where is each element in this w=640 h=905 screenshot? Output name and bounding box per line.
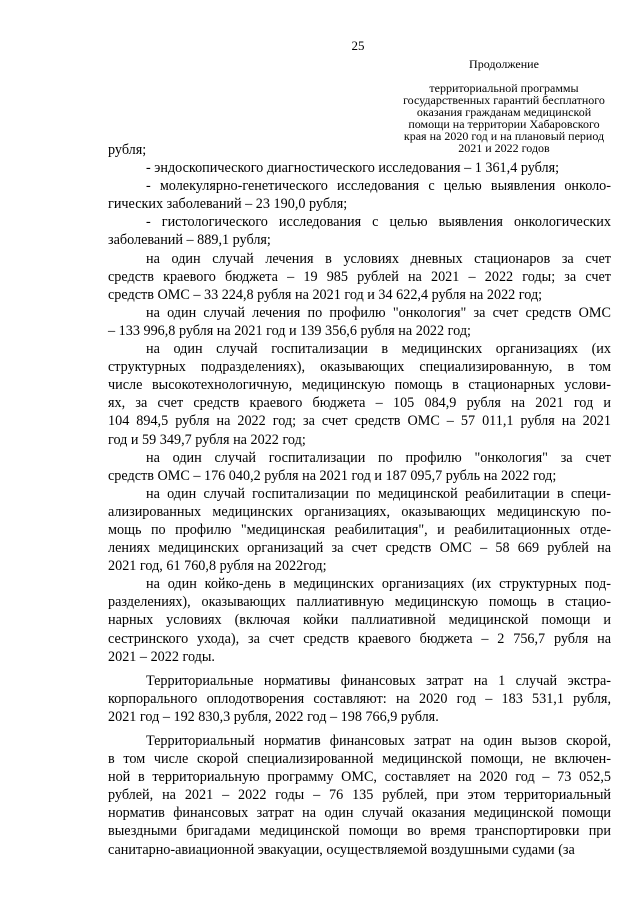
paragraph (108, 141, 611, 159)
text-line: числе высокотехнологичную, медицинскую помощь в стационарных услови- (108, 377, 611, 394)
text-line: мощь по профилю "медицинская реабилитация", и реабилитационных отде- (108, 521, 611, 538)
text-line: средств ОМС – 33 224,8 рубля на 2021 год и 34 622,4 рубля на 2022 год; (108, 286, 543, 303)
text-line: на один случай госпитализации в медицинских организациях (их (146, 341, 611, 358)
text-line: - эндоскопического диагностического исследования – 1 361,4 рубля; (146, 160, 560, 177)
text-line: 2021 год – 192 830,3 рубля, 2022 год – 198 766,9 рубля. (108, 708, 439, 725)
text-line: разделениях), оказывающих паллиативную медицинскую помощь в стацио- (108, 594, 611, 611)
continuation-line: государственных гарантий бесплатного (403, 93, 605, 107)
paragraph (108, 159, 611, 177)
continuation-line: края на 2020 год и на плановый период (403, 129, 605, 143)
text-line: рубля; (108, 142, 147, 158)
text-line: - молекулярно-генетического исследования с целью выявления онколо- (146, 178, 611, 195)
text-line: заболеваний – 889,1 рубля; (108, 232, 271, 249)
text-line: в том числе скорой специализированной медицинской помощи, не включен- (108, 751, 611, 768)
text-line: санитарно-авиационной эвакуации, осуществляемой воздушными судами (за (108, 841, 575, 858)
text-line: средств ОМС – 176 040,2 рубля на 2021 год и 187 095,7 рубль на 2022 год; (108, 467, 557, 484)
text-line: нарных условиях (включая койки паллиативной медицинской помощи и (108, 612, 611, 629)
text-line: ной в территориальную программу ОМС, составляет на 2020 год – 73 052,5 (108, 769, 611, 786)
text-line: норматив финансовых затрат на один случай оказания медицинской помощи (108, 805, 611, 822)
text-line: на один койко-день в медицинских организациях (их структурных под- (146, 576, 611, 593)
text-line: на один случай госпитализации по профилю "онкология" за счет (146, 449, 611, 466)
text-line: Территориальные нормативы финансовых затрат на 1 случай экстра- (146, 672, 611, 689)
text-line: рублей, на 2021 – 2022 годы – 76 135 рублей, при этом территориальный (108, 787, 611, 804)
text-line: 2021 – 2022 годы. (108, 648, 215, 665)
paragraph (108, 732, 611, 859)
text-line: средств краевого бюджета – 19 985 рублей на 2021 – 2022 годы; за счет (108, 268, 611, 285)
text-line: структурных подразделениях), оказывающих специализированную, в том (108, 359, 611, 376)
continuation-line: территориальной программы (429, 81, 579, 95)
paragraph (108, 304, 611, 340)
text-line: ях, за счет средств краевого бюджета – 105 084,9 рубля на 2021 год и (108, 395, 611, 412)
paragraph (108, 177, 611, 213)
text-line: на один случай лечения в условиях дневных стационаров за счет (146, 250, 611, 267)
text-line: - гистологического исследования с целью выявления онкологических (146, 214, 611, 231)
paragraph (108, 575, 611, 665)
text-line: 2021 год, 61 760,8 рубля на 2022год; (108, 558, 327, 575)
paragraph (108, 449, 611, 485)
text-line: выездными бригадами медицинской помощи во время транспортировки при (108, 823, 611, 840)
text-line: на один случай лечения по профилю "онкология" за счет средств ОМС (146, 304, 611, 321)
paragraph (108, 672, 611, 726)
continuation-line: помощи на территории Хабаровского (408, 117, 600, 131)
text-line: 104 894,5 рубля на 2022 год; за счет средств ОМС – 57 011,1 рубля на 2021 (108, 413, 611, 430)
paragraph (108, 250, 611, 304)
continuation-header (390, 58, 618, 154)
continuation-line: оказания гражданам медицинской (416, 105, 592, 119)
text-line: на один случай госпитализации по медицинской реабилитации в специ- (146, 485, 611, 502)
continuation-title: Продолжение (469, 57, 539, 71)
text-line: сестринского ухода), за счет средств краевого бюджета – 2 756,7 рубля на (108, 630, 611, 647)
text-line: – 133 996,8 рубля на 2021 год и 139 356,6 рубля на 2022 год; (108, 322, 471, 339)
page-number: 25 (351, 38, 365, 53)
text-line: корпорального оплодотворения составляют: на 2020 год – 183 531,1 рубля, (108, 690, 611, 707)
paragraph (108, 340, 611, 449)
paragraph (108, 213, 611, 249)
paragraph (108, 485, 611, 575)
text-line: ализированных медицинских организациях, оказывающих медицинскую по- (108, 503, 611, 520)
text-line: Территориальный норматив финансовых затрат на один вызов скорой, (146, 733, 611, 749)
text-line: лениях медицинских организаций за счет средств ОМС – 58 669 рублей на (108, 540, 611, 557)
continuation-line: 2021 и 2022 годов (458, 141, 550, 155)
document-body (108, 141, 611, 859)
text-line: гических заболеваний – 23 190,0 рубля; (108, 196, 348, 213)
text-line: год и 59 349,7 рубля на 2022 год; (108, 431, 306, 448)
